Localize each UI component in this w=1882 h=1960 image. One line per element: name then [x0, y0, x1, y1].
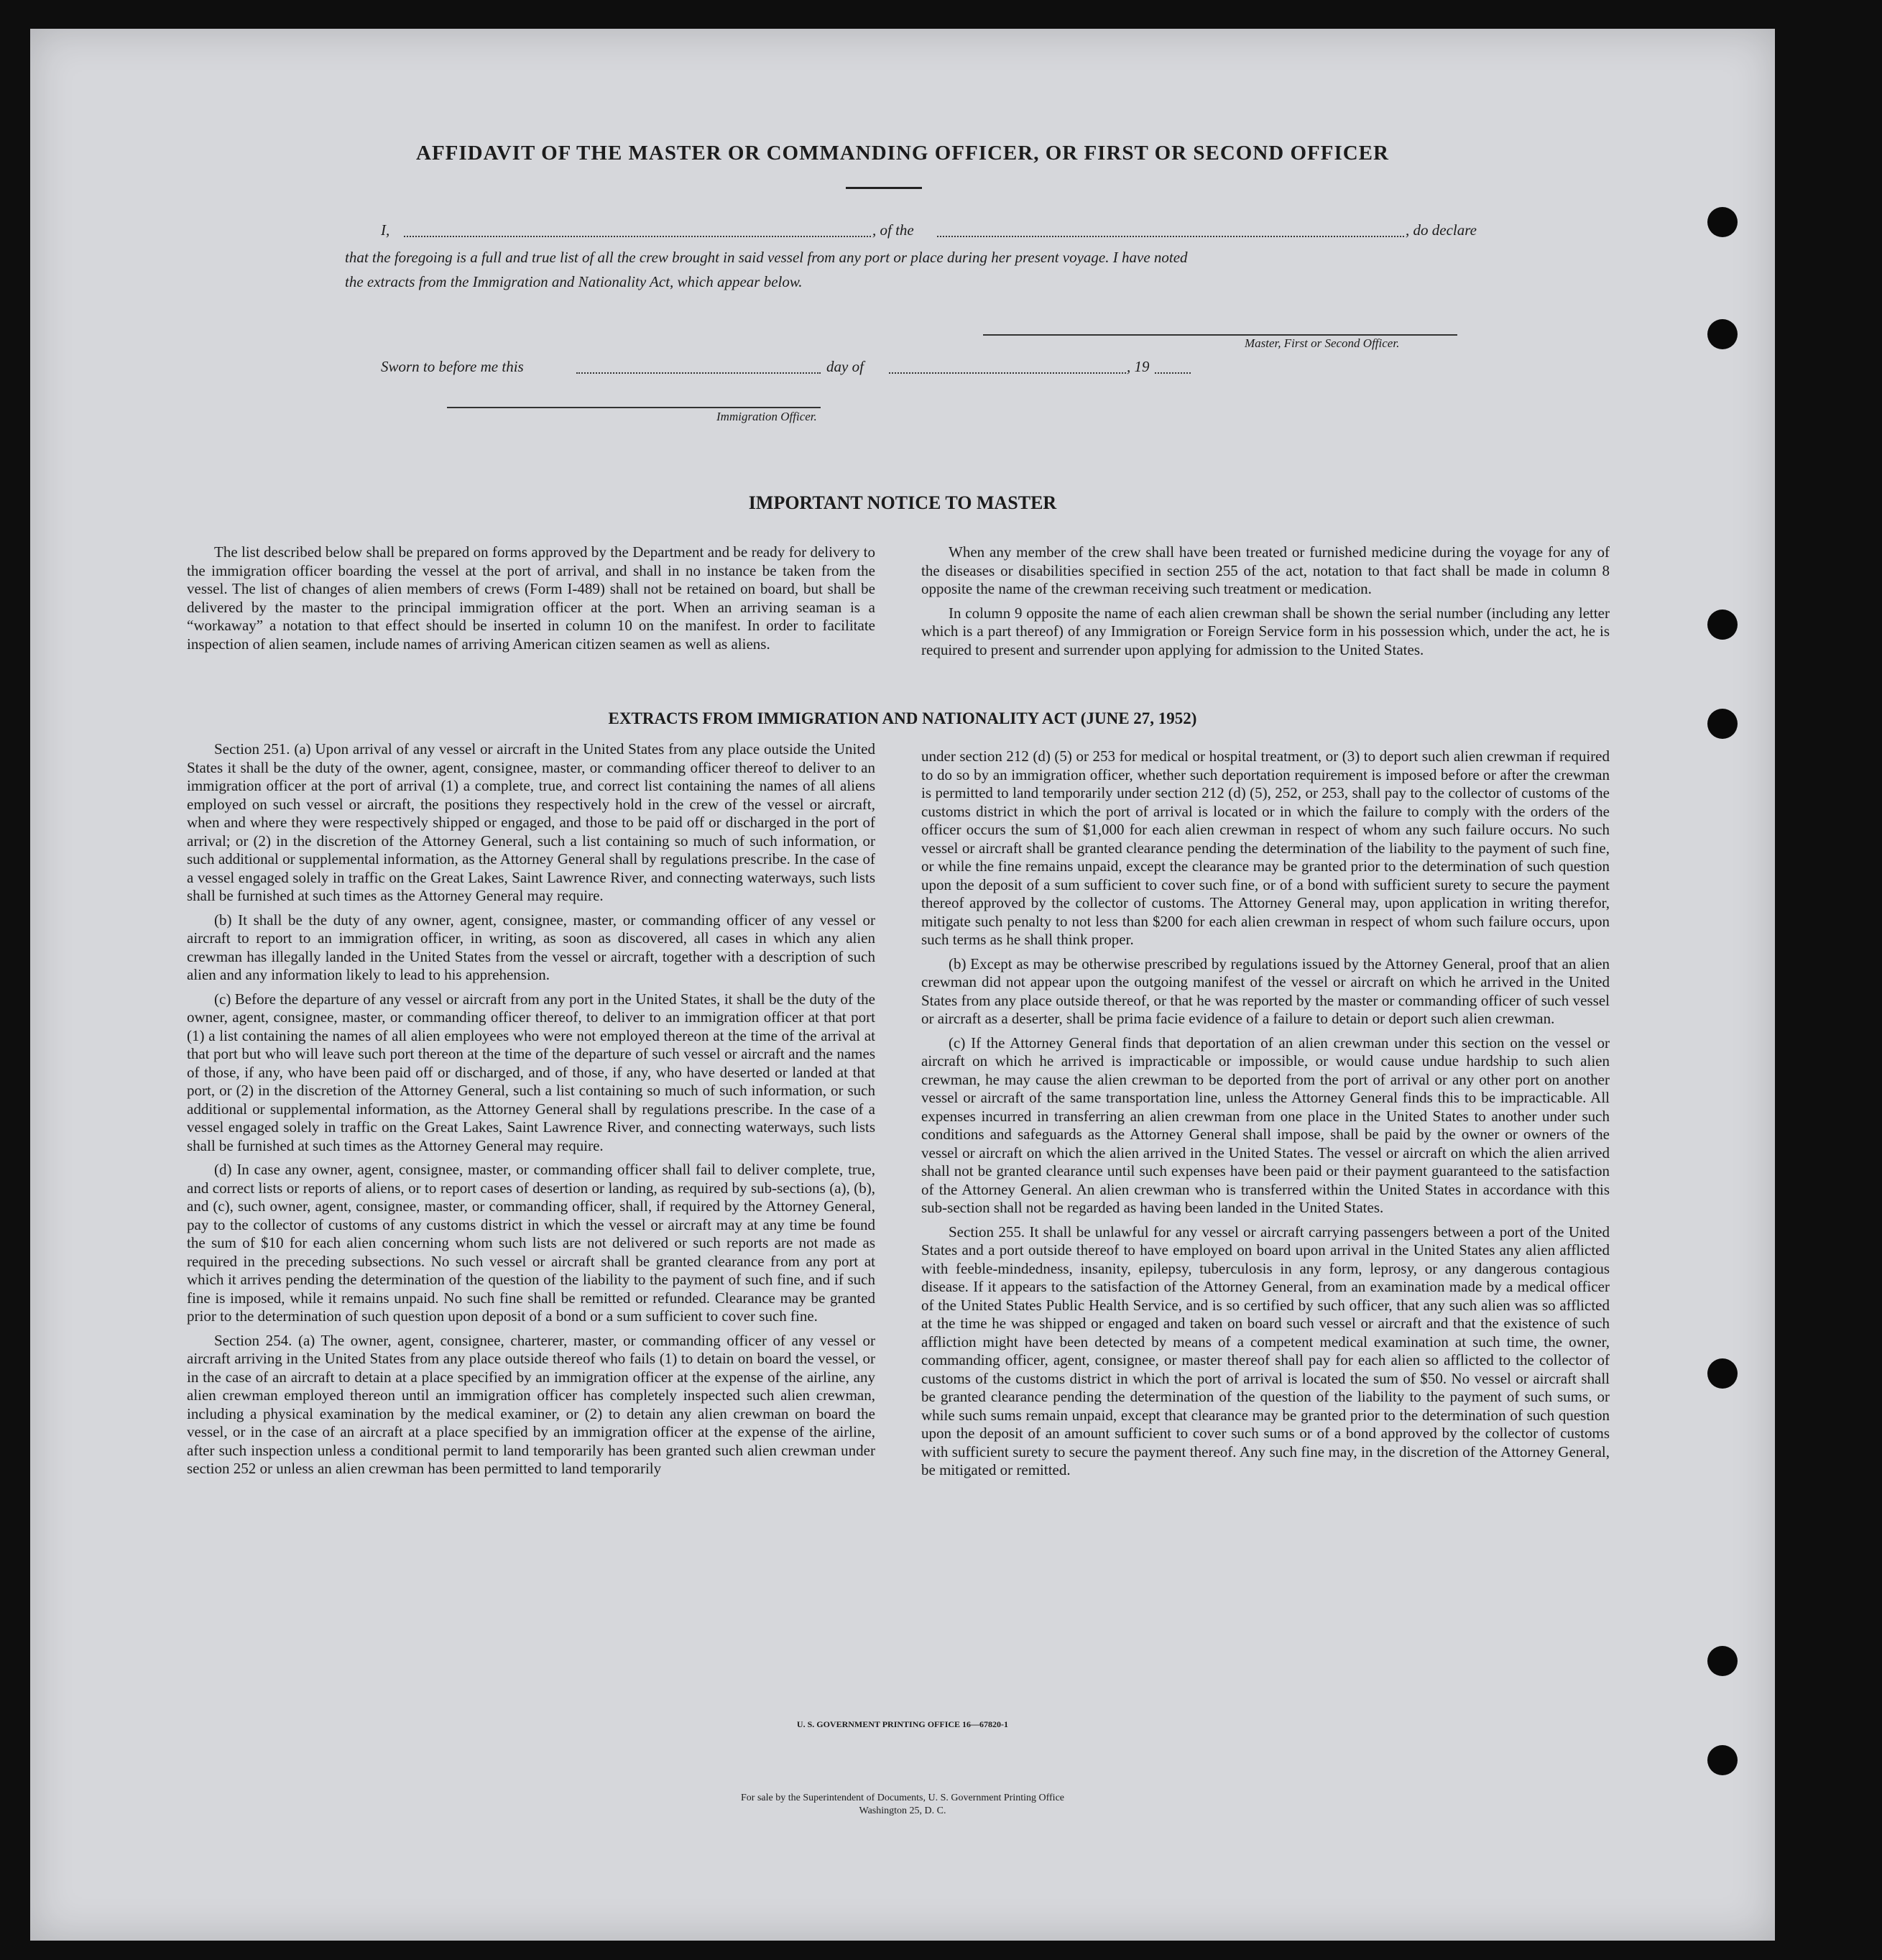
extract-paragraph: Section 255. It shall be unlawful for any vessel or aircraft carrying passengers between a port of the United States and a port outside thereof to have employed on board upon arrival in the United States any alien afflicted with feeble-mindedness, insanity, epilepsy, tuberculosis in any form, leprosy, or any dangerous contagious disease. If it appears to the satisfaction of the Attorney General, from an examination made by a medical officer of the United States Public Health Service, and is so certified by such officer, that any such alien was so afflicted at the time he was shipped or engaged and taken on board such vessel or aircraft and that the existence of such affliction might have been detected by means of a competent medical examination at such time, the owner, commanding officer, agent, consignee, or master thereof shall pay for each alien so afflicted to the collector of customs of the customs district in which the port of arrival is located the sum of $50. No vessel or aircraft shall be granted clearance pending the determination of the question of the liability to the payment of such sums, or while such sums remain unpaid, except that clearance may be granted prior to the determination of such question upon the deposit of an amount sufficient to cover such sums or of a bond approved by the collector of customs with sufficient surety to secure the payment thereof. Any such fine may, in the discretion of the Attorney General, be mitigated or remitted. — [921, 1223, 1610, 1478]
extract-paragraph: (b) Except as may be otherwise prescribed by regulations issued by the Attorney General, proof that an alien crewman did not appear upon the outgoing manifest of the vessel or aircraft on which he arrived in the United States from any place outside thereof, or that he was reported by the master or commanding officer of such vessel or aircraft as a deserter, shall be prima facie evidence of a failure to detain or deport such alien crewman. — [921, 954, 1610, 1027]
notice-paragraph: The list described below shall be prepared on forms approved by the Department and be ready for delivery to the immigration officer boarding the vessel at the port of arrival, and shall in no instance be taken from the vessel. The list of changes of alien members of crews (Form I-489) shall not be retained on board, but shall be delivered by the master to the principal immigration officer at the port. When an arriving seaman is a “workaway” a notation to that effect should be inserted in column 10 on the manifest. In order to facilitate inspection of alien seamen, include names of arriving American citizen seamen as well as aliens. — [187, 543, 875, 653]
printer-imprint: U. S. GOVERNMENT PRINTING OFFICE 16—67820-1 — [796, 1719, 1009, 1729]
sale-notice-line-1: For sale by the Superintendent of Documents, U. S. Government Printing Office — [741, 1793, 1064, 1803]
extract-paragraph: (c) If the Attorney General finds that deportation of an alien crewman under this section on the vessel or aircraft on which he arrived is impracticable or impossible, or would cause undue hardship to such alien crewman, he may cause the alien crewman to be deported from the port of arrival or any other port on another vessel or aircraft of the same transportation line, unless the Attorney General finds this to be impracticable. All expenses incurred in transferring an alien crewman from one place in the United States to another under such conditions and safeguards as the Attorney General shall impose, shall be paid by the owner or owners of the vessel or aircraft on which the alien arrived in the United States. The vessel or aircraft on which the alien arrived shall not be granted clearance until such expenses have been paid or their payment guaranteed to the satisfaction of the Attorney General. An alien crewman who is transferred within the United States in accordance with this sub-section shall not be regarded as having been landed in the United States. — [921, 1034, 1610, 1216]
vessel-name-field[interactable] — [937, 236, 1404, 237]
title-rule — [846, 187, 922, 189]
sworn-year-field[interactable] — [1155, 372, 1191, 374]
extract-paragraph: Section 251. (a) Upon arrival of any vessel or aircraft in the United States from any place outside the United States it shall be the duty of the owner, agent, consignee, master, or commanding officer thereof to deliver to an immigration officer at the port of arrival (1) a complete, true, and correct list containing the names of all aliens employed on such vessel or aircraft, the positions they respectively hold in the crew of the vessel or aircraft, when and where they were respectively shipped or engaged, and those to be paid off or discharged in the port of arrival; or (2) in the discretion of the Attorney General, such a list containing so much of such information, or such additional or supplemental information, as the Attorney General shall by regulations prescribe. In the case of a vessel engaged solely in traffic on the Great Lakes, Saint Lawrence River, and connecting waterways, such lists shall be furnished at such times as the Attorney General may require. — [187, 740, 875, 904]
declaration-line-2: that the foregoing is a full and true list of all the crew brought in said vessel from any port or place during her present voyage. I have noted — [345, 249, 1188, 266]
punch-hole — [1707, 207, 1738, 237]
declare-label: , do declare — [1406, 221, 1477, 239]
extracts-right-column — [921, 747, 1610, 1486]
day-of-label: day of — [826, 358, 864, 375]
notice-right-column — [921, 543, 1610, 665]
extracts-left-column — [187, 740, 875, 1484]
declaration-line-3: the extracts from the Immigration and Nationality Act, which appear below. — [345, 273, 803, 290]
master-signature-label: Master, First or Second Officer. — [1245, 336, 1400, 350]
extract-paragraph: under section 212 (d) (5) or 253 for medical or hospital treatment, or (3) to deport such alien crewman if required to do so by an immigration officer, whether such deportation requirement is imposed before or after the crewman is permitted to land temporarily under section 212 (d) (5), 252, or 253, shall pay to the collector of customs of the customs district in which the port of arrival is located or in which the failure to comply with the orders of the officer occurs the sum of $1,000 for each alien crewman in respect of whom any such failure occurs. No such vessel or aircraft shall be granted clearance pending the determination of the liability to the payment of such fine, or while the fine remains unpaid, except the clearance may be granted prior to the determination of such question upon the deposit of a sum sufficient to cover such fine, or of a bond with sufficient surety to secure the payment thereof approved by the collector of customs. The Attorney General may, upon application in writing therefor, mitigate such penalty to not less than $200 for each alien crewman in respect of whom such failure occurs, upon such terms as he shall think proper. — [921, 747, 1610, 948]
extracts-title: EXTRACTS FROM IMMIGRATION AND NATIONALITY ACT (JUNE 27, 1952) — [608, 709, 1197, 727]
sworn-label: Sworn to before me this — [381, 358, 524, 375]
officer-signature-line[interactable] — [447, 407, 821, 408]
punch-hole — [1707, 1646, 1738, 1676]
affidavit-title: AFFIDAVIT OF THE MASTER OR COMMANDING OFFICER, OR FIRST OR SECOND OFFICER — [416, 142, 1389, 165]
master-signature-line[interactable] — [983, 334, 1457, 336]
declarant-name-field[interactable] — [404, 236, 871, 237]
extract-paragraph: (d) In case any owner, agent, consignee, master, or commanding officer shall fail to deliver complete, true, and correct lists or reports of aliens, or to report cases of desertion or landing, as required by sub-sections (a), (b), and (c), such owner, agent, consignee, master, or commanding officer, shall, if required by the Attorney General, pay to the collector of customs of any customs district in which the vessel or aircraft may at any time be found the sum of $10 for each alien concerning whom such lists are not delivered or such reports are not made as required in the preceding subsections. No such vessel or aircraft shall be granted clearance from any port at which it arrives pending the determination of the question of the liability to the payment of such fine, and if such fine is imposed, while it remains unpaid. No such fine shall be remitted or refunded. Clearance may be granted prior to the determination of such question upon deposit of a bond or a sum sufficient to cover such fine. — [187, 1161, 875, 1325]
sworn-month-field[interactable] — [889, 372, 1126, 374]
notice-paragraph: In column 9 opposite the name of each alien crewman shall be shown the serial number (including any letter which is a part thereof) of any Immigration or Foreign Service form in his possession which, under the act, he is required to present and surrender upon applying for admission to the United States. — [921, 604, 1610, 658]
punch-hole — [1707, 319, 1738, 349]
punch-hole — [1707, 609, 1738, 640]
notice-left-column — [187, 543, 875, 659]
punch-hole — [1707, 1358, 1738, 1389]
sworn-date-field[interactable] — [576, 372, 821, 374]
vessel-label: , of the — [872, 221, 914, 239]
punch-hole — [1707, 1745, 1738, 1775]
officer-signature-label: Immigration Officer. — [716, 410, 817, 423]
document-page — [30, 29, 1775, 1941]
extract-paragraph: (c) Before the departure of any vessel or aircraft from any port in the United States, it shall be the duty of the owner, agent, consignee, master, or commanding officer thereof, to deliver to an immigration officer at that port (1) a list containing the names of all alien employees who were not employed thereon at the time of the arrival at that port but who will leave such port thereon at the time of the departure of such vessel or aircraft and the names of those, if any, who have been paid off or discharged, and of those, if any, who have deserted or landed at that port, or (2) in the discretion of the Attorney General, such a list containing so much of such information, or such additional or supplemental information, as the Attorney General shall by regulations prescribe. In the case of a vessel engaged solely in traffic on the Great Lakes, Saint Lawrence River, and connecting waterways, such lists shall be furnished at such times as the Attorney General may require. — [187, 990, 875, 1154]
extract-paragraph: Section 254. (a) The owner, agent, consignee, charterer, master, or commanding officer of any vessel or aircraft arriving in the United States from any place outside thereof who fails (1) to detain on board the vessel, or in the case of an aircraft to detain at a place specified by an immigration officer at the expense of the airline, any alien crewman employed thereon until an immigration officer has completely inspected such alien crewman, including a physical examination by the medical examiner, or (2) to detain any alien crewman on board the vessel, or in the case of an aircraft at a place specified by an immigration officer at the expense of the airline, after such inspection unless a conditional permit to land temporarily has been granted such alien crewman under section 252 or unless an alien crewman has been permitted to land temporarily — [187, 1331, 875, 1477]
sale-notice-line-2: Washington 25, D. C. — [859, 1805, 946, 1816]
notice-paragraph: When any member of the crew shall have been treated or furnished medicine during the voyage for any of the diseases or disabilities specified in section 255 of the act, notation to that fact shall be made in column 8 opposite the name of the crewman receiving such treatment or medication. — [921, 543, 1610, 597]
declarant-label: I, — [381, 221, 390, 239]
year-label: , 19 — [1127, 358, 1150, 375]
extract-paragraph: (b) It shall be the duty of any owner, agent, consignee, master, or commanding officer of any vessel or aircraft to report to an immigration officer, in writing, as soon as discovered, all cases in which any alien crewman has illegally landed in the United States from the vessel or aircraft, together with a description of such alien and any information likely to lead to his apprehension. — [187, 911, 875, 983]
notice-title: IMPORTANT NOTICE TO MASTER — [748, 492, 1057, 513]
